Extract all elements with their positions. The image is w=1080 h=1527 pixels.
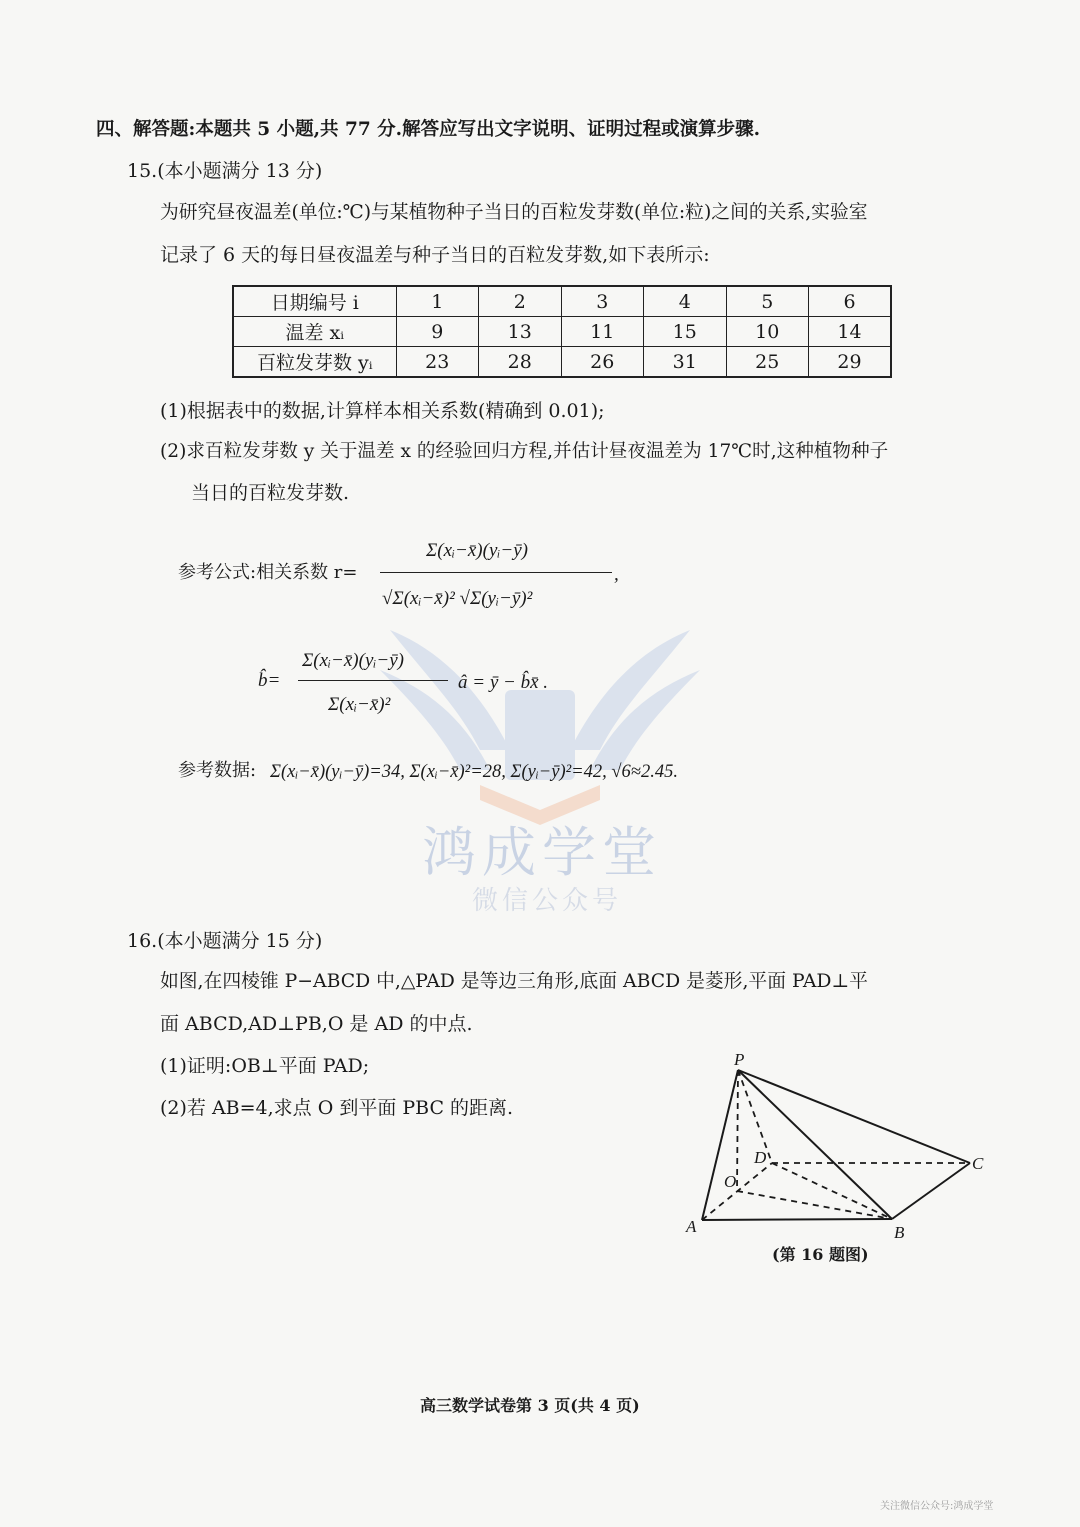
label-B: B <box>894 1223 905 1242</box>
edge-PA <box>702 1070 738 1220</box>
table-cell: 15 <box>644 317 727 347</box>
q16-line1: 如图,在四棱锥 P−ABCD 中,△PAD 是等边三角形,底面 ABCD 是菱形,平面 PAD⊥平 <box>160 971 868 992</box>
q15-part2-line1: (2)求百粒发芽数 y 关于温差 x 的经验回归方程,并估计昼夜温差为 17℃时,这种植物种子 <box>160 441 889 462</box>
b-hat-label: b̂= <box>258 670 281 691</box>
table-cell: 29 <box>809 347 892 378</box>
edge-BC <box>892 1163 970 1219</box>
edge-PC <box>738 1070 970 1163</box>
q15-part1: (1)根据表中的数据,计算样本相关系数(精确到 0.01); <box>160 400 605 422</box>
b-numerator: Σ(xᵢ−x̄)(yᵢ−ȳ) <box>302 650 404 671</box>
table-cell: 13 <box>479 317 562 347</box>
edge-PO <box>737 1070 738 1191</box>
table-cell: 3 <box>561 286 644 317</box>
row-header: 日期编号 i <box>233 286 396 317</box>
q16-line2: 面 ABCD,AD⊥PB,O 是 AD 的中点. <box>160 1013 473 1035</box>
r-denominator: √Σ(xᵢ−x̄)² √Σ(yᵢ−ȳ)² <box>382 588 533 609</box>
label-O: O <box>724 1172 737 1191</box>
table-cell: 11 <box>561 317 644 347</box>
table-cell: 1 <box>396 286 479 317</box>
corner-note: 关注微信公众号:鸿成学堂 <box>880 1501 994 1512</box>
section-title: 四、解答题:本题共 5 小题,共 77 分.解答应写出文字说明、证明过程或演算步骤. <box>96 119 761 140</box>
table-cell: 9 <box>396 317 479 347</box>
figure-caption: (第 16 题图) <box>772 1245 869 1264</box>
table-cell: 2 <box>479 286 562 317</box>
data-label: 参考数据: <box>178 760 257 781</box>
label-D: D <box>754 1148 767 1167</box>
q15-line2: 记录了 6 天的每日昼夜温差与种子当日的百粒发芽数,如下表所示: <box>160 244 710 266</box>
label-C: C <box>972 1154 984 1173</box>
row-header: 百粒发芽数 yᵢ <box>233 347 396 378</box>
table-cell: 31 <box>644 347 727 378</box>
table-cell: 23 <box>396 347 479 378</box>
q15-header: 15.(本小题满分 13 分) <box>127 160 323 182</box>
label-P: P <box>734 1050 745 1069</box>
table-cell: 14 <box>809 317 892 347</box>
table-cell: 5 <box>726 286 809 317</box>
table-cell: 25 <box>726 347 809 378</box>
table-cell: 10 <box>726 317 809 347</box>
comma: , <box>614 564 619 585</box>
r-fraction-bar <box>380 572 612 573</box>
table-cell: 28 <box>479 347 562 378</box>
q15-line1: 为研究昼夜温差(单位:℃)与某植物种子当日的百粒发芽数(单位:粒)之间的关系,实验室 <box>160 202 868 223</box>
edge-PB <box>738 1070 892 1219</box>
row-header: 温差 xᵢ <box>233 317 396 347</box>
formula-label: 参考公式:相关系数 r= <box>178 562 358 583</box>
b-fraction-bar <box>298 680 448 681</box>
label-A: A <box>686 1217 697 1236</box>
watermark-wings-logo <box>360 610 720 830</box>
pyramid-figure <box>680 1045 1000 1245</box>
q16-part1: (1)证明:OB⊥平面 PAD; <box>160 1055 370 1077</box>
q15-part2-line2: 当日的百粒发芽数. <box>191 482 350 504</box>
a-hat-formula: â = ȳ − b̂x̄ . <box>458 672 549 693</box>
watermark-title: 鸿成学堂 <box>422 821 662 884</box>
edge-DB <box>772 1163 892 1219</box>
q16-header: 16.(本小题满分 15 分) <box>127 930 323 952</box>
edge-AB <box>702 1219 892 1220</box>
table-cell: 4 <box>644 286 727 317</box>
data-values: Σ(xᵢ−x̄)(yᵢ−ȳ)=34, Σ(xᵢ−x̄)²=28, Σ(yᵢ−ȳ)²=42, √6≈2.45. <box>270 762 678 782</box>
table-cell: 6 <box>809 286 892 317</box>
watermark <box>360 610 720 916</box>
page-footer: 高三数学试卷第 3 页(共 4 页) <box>420 1396 640 1415</box>
watermark-subtitle: 微信公众号 <box>472 886 623 916</box>
r-numerator: Σ(xᵢ−x̄)(yᵢ−ȳ) <box>426 540 528 561</box>
b-denominator: Σ(xᵢ−x̄)² <box>328 694 391 715</box>
table-row <box>233 286 891 317</box>
table-row <box>233 347 891 378</box>
data-table <box>232 285 892 378</box>
table-row <box>233 317 891 347</box>
table-cell: 26 <box>561 347 644 378</box>
q16-part2: (2)若 AB=4,求点 O 到平面 PBC 的距离. <box>160 1097 514 1119</box>
